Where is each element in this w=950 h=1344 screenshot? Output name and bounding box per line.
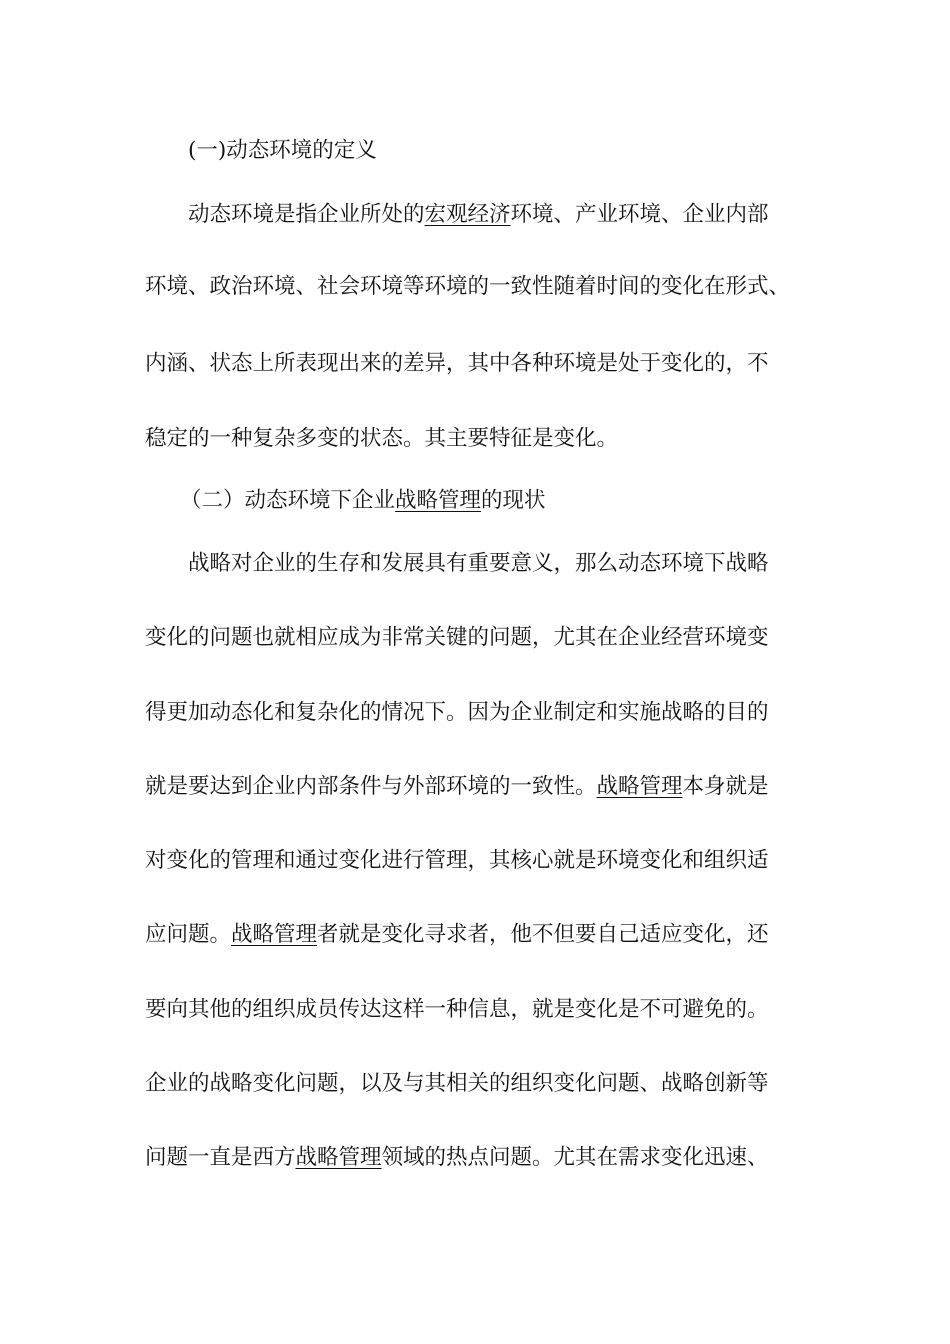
keyword-link-strategic-management[interactable]: 战略管理 xyxy=(231,922,318,947)
text: （二）动态环境下企业 xyxy=(180,488,396,513)
text: 的现状 xyxy=(481,488,546,513)
section-heading-2 xyxy=(180,486,860,516)
text: 本身就是 xyxy=(682,774,769,799)
paragraph-2-line-4 xyxy=(145,772,825,802)
text: 问题一直是西方 xyxy=(145,1145,296,1170)
paragraph-2-line-2: 变化的问题也就相应成为非常关键的问题，尤其在企业经营环境变 xyxy=(145,625,769,650)
paragraph-1-line-1 xyxy=(188,200,868,230)
keyword-link-macroeconomy[interactable]: 宏观经济 xyxy=(424,202,511,227)
text: 者就是变化寻求者，他不但要自己适应变化，还 xyxy=(317,922,769,947)
paragraph-2-line-3: 得更加动态化和复杂化的情况下。因为企业制定和实施战略的目的 xyxy=(145,700,769,725)
paragraph-2-line-7: 要向其他的组织成员传达这样一种信息，就是变化是不可避免的。 xyxy=(145,997,769,1022)
paragraph-2-line-5: 对变化的管理和通过变化进行管理，其核心就是环境变化和组织适 xyxy=(145,848,769,873)
keyword-link-strategic-management[interactable]: 战略管理 xyxy=(295,1145,382,1170)
paragraph-2-line-6 xyxy=(145,920,825,950)
text: 环境、产业环境、企业内部 xyxy=(510,202,769,227)
paragraph-2-line-1: 战略对企业的生存和发展具有重要意义，那么动态环境下战略 xyxy=(188,551,769,576)
paragraph-1-line-4: 稳定的一种复杂多变的状态。其主要特征是变化。 xyxy=(145,426,619,451)
section-heading-1: (一)动态环境的定义 xyxy=(188,138,377,163)
keyword-link-strategic-management[interactable]: 战略管理 xyxy=(395,488,482,513)
text: 应问题。 xyxy=(145,922,232,947)
paragraph-2-line-8: 企业的战略变化问题，以及与其相关的组织变化问题、战略创新等 xyxy=(145,1071,769,1096)
text: 就是要达到企业内部条件与外部环境的一致性。 xyxy=(145,774,597,799)
paragraph-2-line-9 xyxy=(145,1143,825,1173)
text: 动态环境是指企业所处的 xyxy=(188,202,425,227)
paragraph-1-line-3: 内涵、状态上所表现出来的差异，其中各种环境是处于变化的，不 xyxy=(145,351,769,376)
text: 领域的热点问题。尤其在需求变化迅速、 xyxy=(381,1145,769,1170)
paragraph-1-line-2: 环境、政治环境、社会环境等环境的一致性随着时间的变化在形式、 xyxy=(145,274,791,299)
keyword-link-strategic-management[interactable]: 战略管理 xyxy=(596,774,683,799)
